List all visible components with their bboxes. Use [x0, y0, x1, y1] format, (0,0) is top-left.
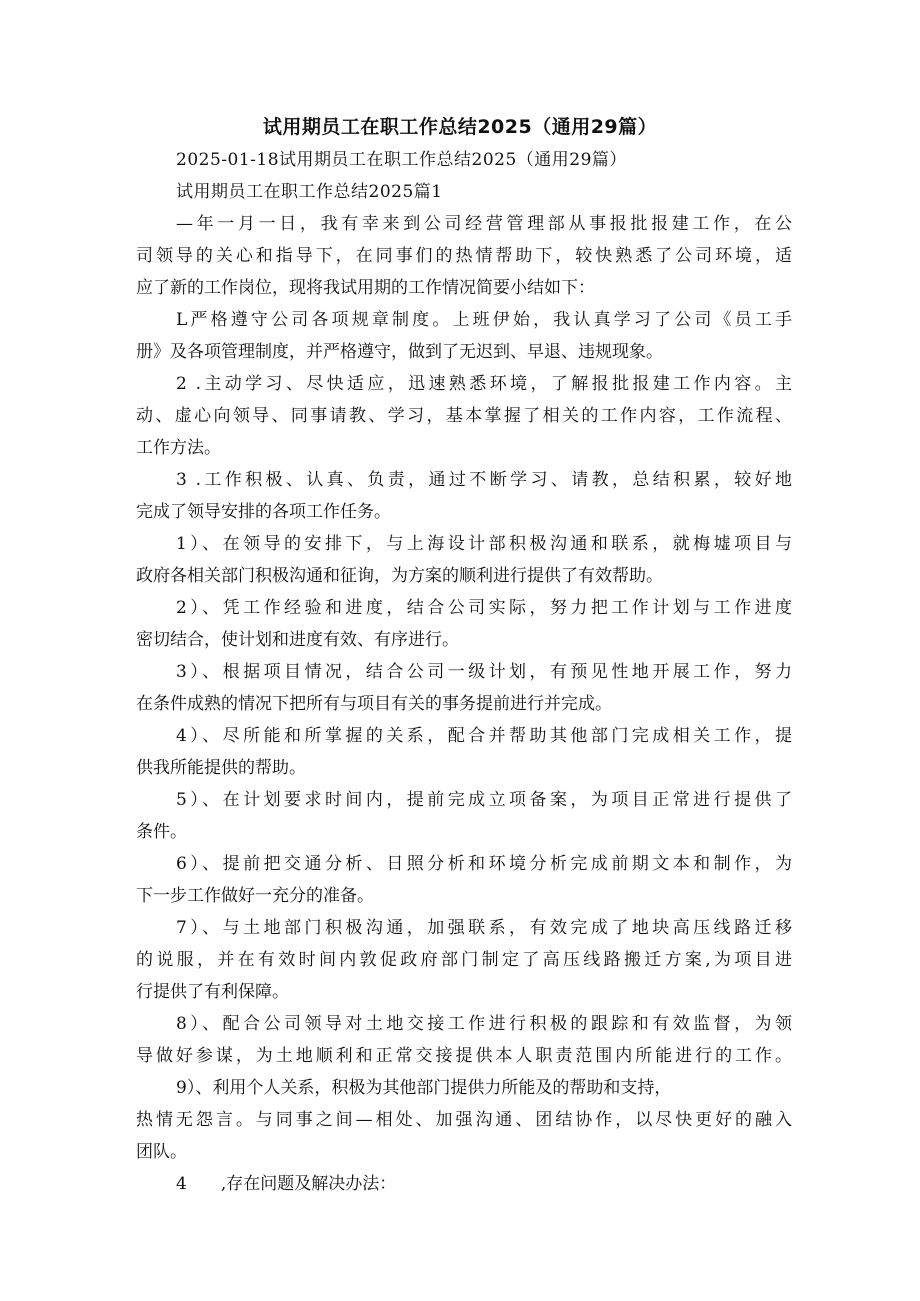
paragraph-line: 3 .工作积极、认真、负责，通过不断学习、请教，总结积累，较好地: [176, 470, 792, 490]
paragraph-line: 册》及各项管理制度，并严格遵守，做到了无迟到、早退、违规现象。: [136, 342, 663, 362]
paragraph-line: 完成了领导安排的各项工作任务。: [136, 502, 391, 522]
paragraph-line: 工作方法。: [136, 438, 221, 458]
paragraph-line: —年一月一日，我有幸来到公司经营管理部从事报批报建工作，在公: [176, 214, 792, 234]
paragraph-line: L严格遵守公司各项规章制度。上班伊始，我认真学习了公司《员工手: [176, 310, 792, 330]
paragraph-line: 密切结合，使计划和进度有效、有序进行。: [136, 630, 459, 650]
paragraph-line: 司领导的关心和指导下，在同事们的热情帮助下，较快熟悉了公司环境，适: [136, 246, 792, 266]
paragraph-line: 3）、根据项目情况，结合公司一级计划，有预见性地开展工作，努力: [176, 662, 792, 682]
paragraph-line: 热情无怨言。与同事之间—相处、加强沟通、团结协作，以尽快更好的融入: [136, 1110, 792, 1130]
paragraph-line: 团队。: [136, 1142, 187, 1162]
paragraph-line: 下一步工作做好一充分的准备。: [136, 886, 374, 906]
paragraph-line: 在条件成熟的情况下把所有与项目有关的事务提前进行并完成。: [136, 694, 612, 714]
paragraph-line: 的说服，并在有效时间内敦促政府部门制定了高压线路搬迁方案,为项目进: [136, 950, 792, 970]
paragraph-line: 5）、在计划要求时间内，提前完成立项备案，为项目正常进行提供了: [176, 790, 792, 810]
paragraph-line: 7）、与土地部门积极沟通，加强联系，有效完成了地块高压线路迁移: [176, 918, 792, 938]
paragraph-line: 供我所能提供的帮助。: [136, 758, 306, 778]
paragraph-line: 8）、配合公司领导对土地交接工作进行积极的跟踪和有效监督，为领: [176, 1014, 792, 1034]
section-heading: 试用期员工在职工作总结2025篇1: [176, 182, 443, 202]
paragraph-line: 4）、尽所能和所掌握的关系，配合并帮助其他部门完成相关工作，提: [176, 726, 792, 746]
paragraph-line: 行提供了有利保障。: [136, 982, 289, 1002]
paragraph-line: 应了新的工作岗位，现将我试用期的工作情况简要小结如下：: [136, 278, 595, 298]
paragraph-line: 1）、在领导的安排下，与上海设计部积极沟通和联系，就梅墟项目与: [176, 534, 792, 554]
paragraph-line: 2 .主动学习、尽快适应，迅速熟悉环境，了解报批报建工作内容。主: [176, 374, 792, 394]
paragraph-line: 动、虚心向领导、同事请教、学习，基本掌握了相关的工作内容，工作流程、: [136, 406, 792, 426]
paragraph-line: 导做好参谋，为土地顺利和正常交接提供本人职责范围内所能进行的工作。: [136, 1046, 792, 1066]
document-date-subtitle: 2025-01-18试用期员工在职工作总结2025（通用29篇）: [176, 150, 627, 170]
paragraph-line: 政府各相关部门积极沟通和征询，为方案的顺利进行提供了有效帮助。: [136, 566, 663, 586]
paragraph-line: 6）、提前把交通分析、日照分析和环境分析完成前期文本和制作，为: [176, 854, 792, 874]
paragraph-line: 2）、凭工作经验和进度，结合公司实际，努力把工作计划与工作进度: [176, 598, 792, 618]
paragraph-line: 9）、利用个人关系，积极为其他部门提供力所能及的帮助和支持，: [176, 1078, 672, 1098]
paragraph-line: 条件。: [136, 822, 187, 842]
document-title: 试用期员工在职工作总结2025（通用29篇）: [262, 116, 658, 138]
section-heading-problems: 4 ,存在问题及解决办法：: [176, 1174, 397, 1194]
